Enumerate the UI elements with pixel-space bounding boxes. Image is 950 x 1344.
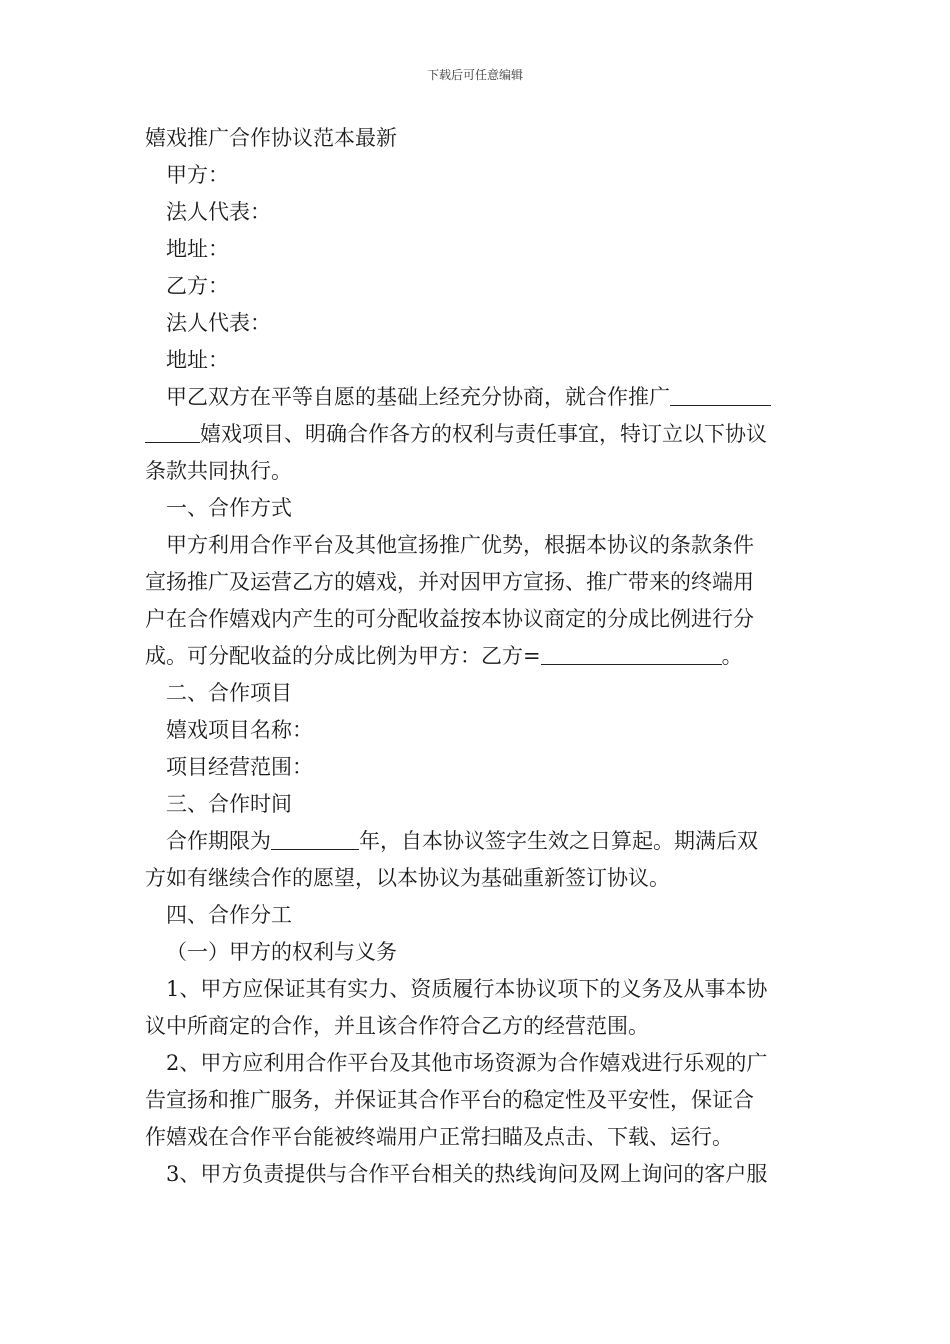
term-text-a: 合作期限为	[166, 829, 271, 853]
section-1-line-3: 户在合作嬉戏内产生的可分配收益按本协议商定的分成比例进行分	[145, 607, 754, 631]
section-4-subheading: （一）甲方的权利与义务	[166, 940, 397, 964]
term-text-b: 年，自本协议签字生效之日算起。期满后双	[359, 829, 758, 853]
document-body	[145, 120, 807, 1193]
ratio-end: 。	[721, 644, 743, 668]
section-4-heading: 四、合作分工	[166, 903, 292, 927]
section-1-line-1: 甲方利用合作平台及其他宣扬推广优势，根据本协议的条款条件	[166, 533, 754, 557]
section-3-line-2: 方如有继续合作的愿望，以本协议为基础重新签订协议。	[145, 866, 670, 890]
section-2-heading: 二、合作项目	[166, 681, 292, 705]
section-1-line-2: 宣扬推广及运营乙方的嬉戏，并对因甲方宣扬、推广带来的终端用	[145, 570, 754, 594]
section-1-heading: 一、合作方式	[166, 496, 292, 520]
blank-project-field-cont[interactable]	[145, 421, 200, 443]
item-2-line-2: 告宣扬和推广服务，并保证其合作平台的稳定性及平安性，保证合	[145, 1088, 754, 1112]
document-title: 嬉戏推广合作协议范本最新	[145, 126, 397, 150]
project-name-label: 嬉戏项目名称：	[166, 718, 313, 742]
intro-text-2: 嬉戏项目、明确合作各方的权利与责任事宜，特订立以下协议	[200, 422, 767, 446]
ratio-text: 成。可分配收益的分成比例为甲方：乙方=	[145, 644, 541, 668]
section-3-heading: 三、合作时间	[166, 792, 292, 816]
section-1-line-4	[145, 638, 807, 675]
intro-text-1: 甲乙双方在平等自愿的基础上经充分协商，就合作推广	[166, 385, 670, 409]
party-b-address: 地址：	[166, 348, 229, 372]
intro-line-2	[145, 416, 807, 453]
project-scope-label: 项目经营范围：	[166, 755, 313, 779]
blank-project-field[interactable]	[670, 384, 771, 406]
blank-term-years[interactable]	[271, 828, 359, 850]
party-b-label: 乙方：	[166, 274, 229, 298]
party-a-address: 地址：	[166, 237, 229, 261]
party-b-representative: 法人代表：	[166, 311, 271, 335]
intro-line-3: 条款共同执行。	[145, 459, 292, 483]
blank-ratio-field[interactable]	[541, 643, 722, 665]
item-1-line-2: 议中所商定的合作，并且该合作符合乙方的经营范围。	[145, 1014, 649, 1038]
item-3-line-1: 3、甲方负责提供与合作平台相关的热线询问及网上询问的客户服	[166, 1162, 768, 1186]
party-a-label: 甲方：	[166, 163, 229, 187]
item-1-line-1: 1、甲方应保证其有实力、资质履行本协议项下的义务及从事本协	[166, 977, 768, 1001]
section-3-line-1	[145, 823, 807, 860]
item-2-line-1: 2、甲方应利用合作平台及其他市场资源为合作嬉戏进行乐观的广	[166, 1051, 768, 1075]
item-2-line-3: 作嬉戏在合作平台能被终端用户正常扫瞄及点击、下载、运行。	[145, 1125, 733, 1149]
page-header: 下载后可任意编辑	[426, 68, 523, 82]
intro-line-1	[145, 379, 807, 416]
party-a-representative: 法人代表：	[166, 200, 271, 224]
